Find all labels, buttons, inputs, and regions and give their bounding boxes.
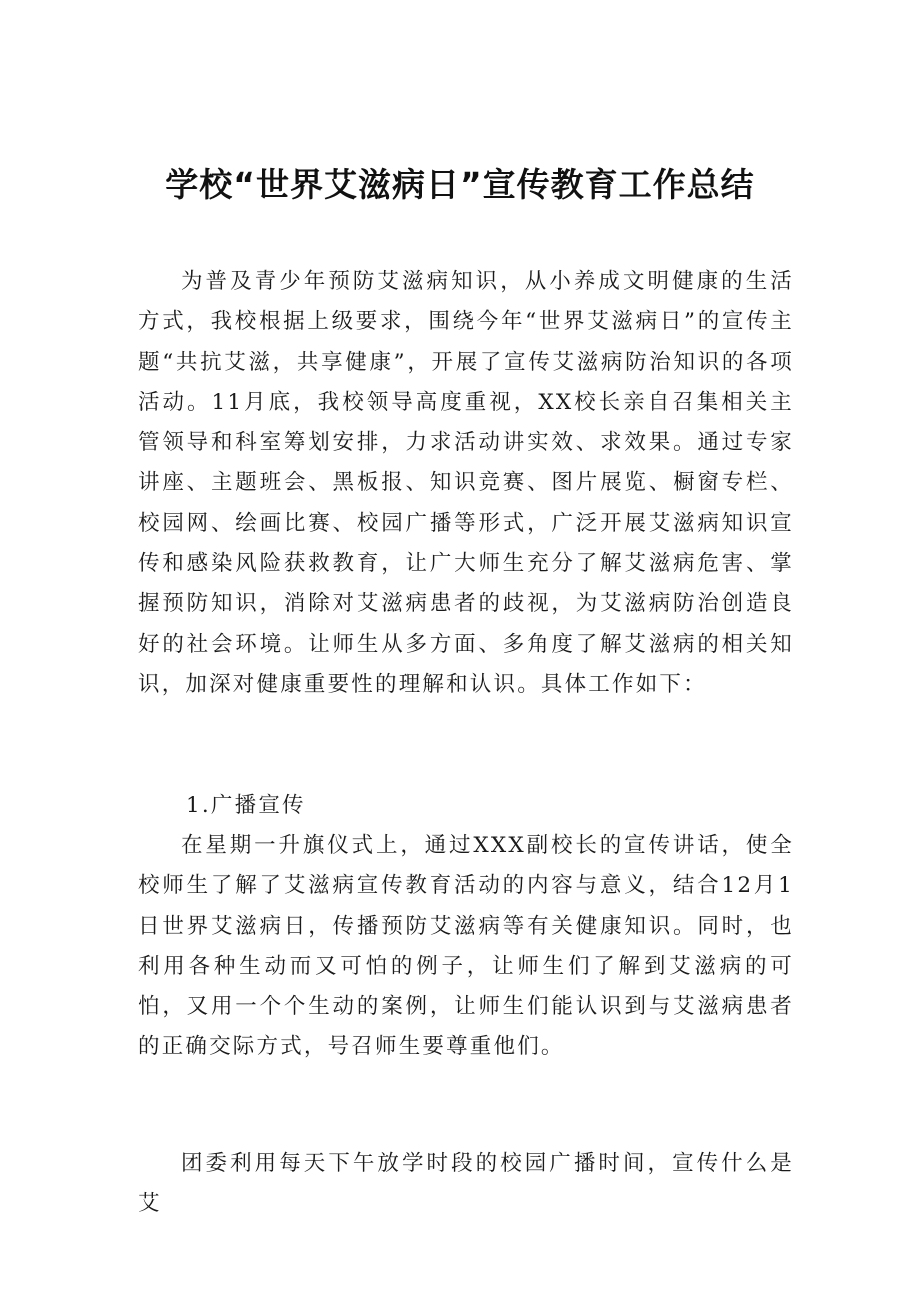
section-heading-broadcast: 1.广播宣传: [186, 793, 306, 818]
broadcast-paragraph-1: 在星期一升旗仪式上，通过XXX副校长的宣传讲话，使全校师生了解了艾滋病宣传教育活动的内容与意义，结合12月1日世界艾滋病日，传播预防艾滋病等有关健康知识。同时，也利用各种生动而又可怕的例子，让师生们了解到艾滋病的可怕，又用一个个生动的案例，让师生们能认识到与艾滋病患者的正确交际方式，号召师生要尊重他们。: [138, 833, 794, 1060]
intro-paragraph: 为普及青少年预防艾滋病知识，从小养成文明健康的生活方式，我校根据上级要求，围绕今年“世界艾滋病日”的宣传主题“共抗艾滋，共享健康”，开展了宣传艾滋病防治知识的各项活动。11月底，我校领导高度重视，XX校长亲自召集相关主管领导和科室筹划安排，力求活动讲实效、求效果。通过专家讲座、主题班会、黑板报、知识竞赛、图片展览、橱窗专栏、校园网、绘画比赛、校园广播等形式，广泛开展艾滋病知识宣传和感染风险获救教育，让广大师生充分了解艾滋病危害、掌握预防知识，消除对艾滋病患者的歧视，为艾滋病防治创造良好的社会环境。让师生从多方面、多角度了解艾滋病的相关知识，加深对健康重要性的理解和认识。具体工作如下：: [138, 269, 794, 697]
broadcast-paragraph-2: 团委利用每天下午放学时段的校园广播时间，宣传什么是艾: [138, 1151, 794, 1217]
document-title: 学校“世界艾滋病日”宣传教育工作总结: [165, 165, 755, 204]
